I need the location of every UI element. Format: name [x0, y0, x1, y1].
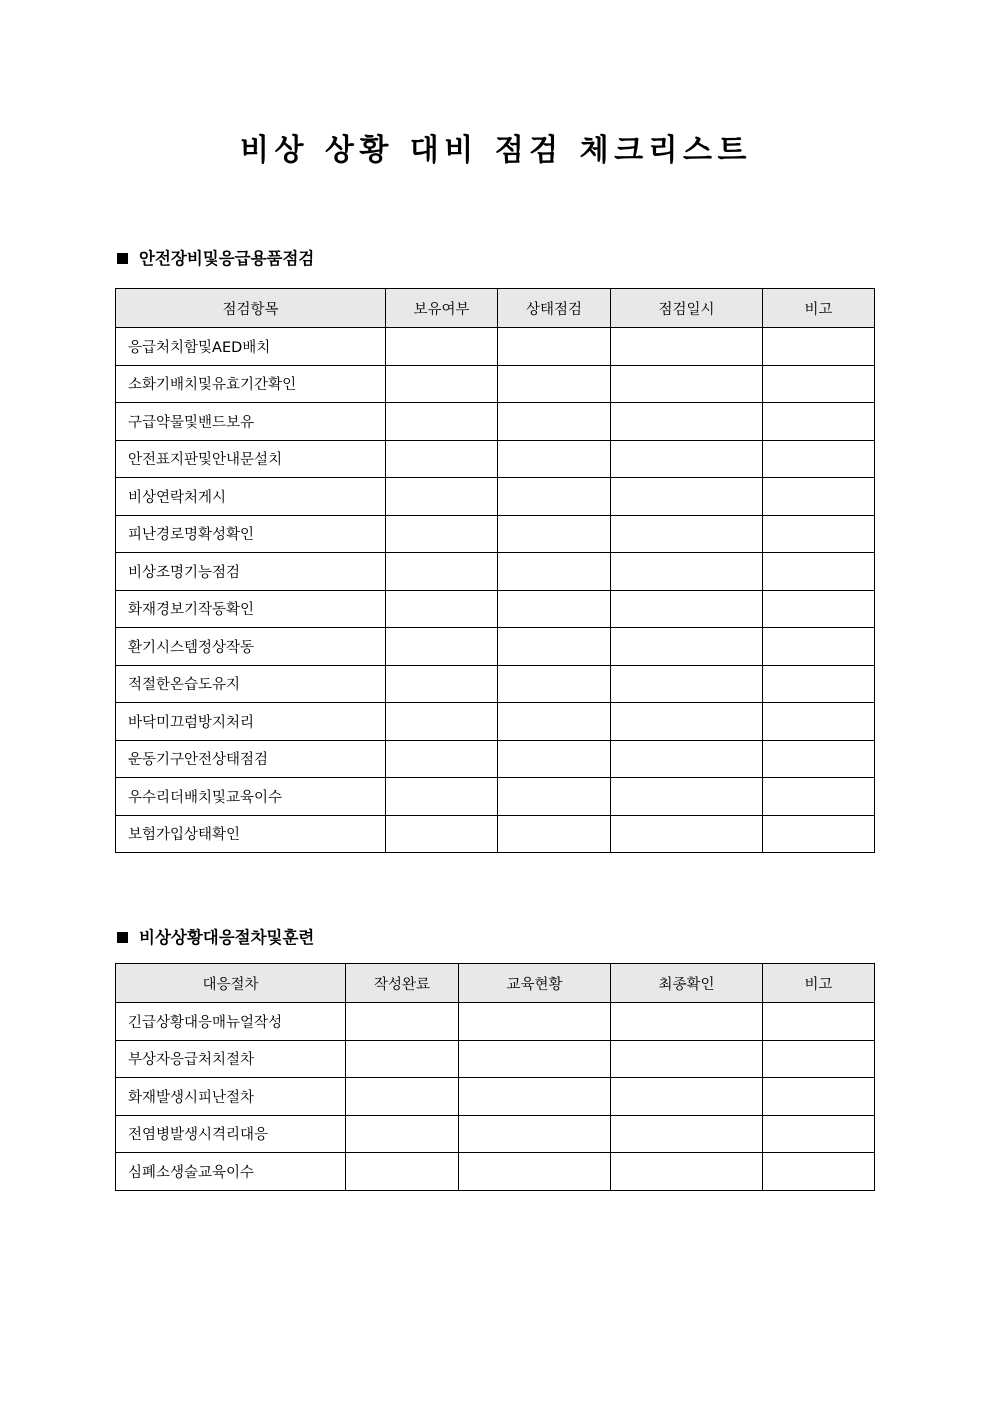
possession-field[interactable]	[386, 328, 498, 366]
safety-equipment-checklist-table	[115, 288, 875, 853]
table-row	[116, 778, 875, 816]
remarks-field[interactable]	[763, 665, 875, 703]
date-field[interactable]	[611, 815, 763, 853]
training-status-field[interactable]	[459, 1115, 611, 1153]
condition-field[interactable]	[498, 365, 611, 403]
checklist-item-label: 바닥미끄럼방지처리	[116, 703, 386, 741]
table-row	[116, 515, 875, 553]
procedure-item-label: 화재발생시피난절차	[116, 1078, 346, 1116]
condition-field[interactable]	[498, 815, 611, 853]
section-heading-safety-equipment	[117, 249, 314, 269]
emergency-response-checklist-table	[115, 963, 875, 1191]
checklist-item-label: 환기시스템정상작동	[116, 628, 386, 666]
possession-field[interactable]	[386, 665, 498, 703]
remarks-field[interactable]	[763, 403, 875, 441]
possession-field[interactable]	[386, 628, 498, 666]
completion-field[interactable]	[346, 1003, 459, 1041]
procedure-item-label: 긴급상황대응매뉴얼작성	[116, 1003, 346, 1041]
table-row	[116, 665, 875, 703]
completion-field[interactable]	[346, 1115, 459, 1153]
column-header-remarks: 비고	[763, 964, 875, 1003]
remarks-field[interactable]	[763, 440, 875, 478]
checklist-item-label: 안전표지판및안내문설치	[116, 440, 386, 478]
procedure-item-label: 전염병발생시격리대응	[116, 1115, 346, 1153]
table-row	[116, 440, 875, 478]
condition-field[interactable]	[498, 478, 611, 516]
possession-field[interactable]	[386, 778, 498, 816]
possession-field[interactable]	[386, 590, 498, 628]
checklist-item-label: 피난경로명확성확인	[116, 515, 386, 553]
section-heading-emergency-response	[117, 928, 314, 948]
condition-field[interactable]	[498, 778, 611, 816]
final-confirmation-field[interactable]	[611, 1153, 763, 1191]
column-header-condition: 상태점검	[498, 289, 611, 328]
remarks-field[interactable]	[763, 1003, 875, 1041]
condition-field[interactable]	[498, 403, 611, 441]
completion-field[interactable]	[346, 1040, 459, 1078]
section-heading-label: 안전장비및응급용품점검	[139, 249, 315, 268]
date-field[interactable]	[611, 478, 763, 516]
remarks-field[interactable]	[763, 815, 875, 853]
checklist-item-label: 화재경보기작동확인	[116, 590, 386, 628]
table-row	[116, 365, 875, 403]
column-header-possession: 보유여부	[386, 289, 498, 328]
completion-field[interactable]	[346, 1078, 459, 1116]
possession-field[interactable]	[386, 403, 498, 441]
condition-field[interactable]	[498, 628, 611, 666]
table-header-row	[116, 289, 875, 328]
remarks-field[interactable]	[763, 1040, 875, 1078]
possession-field[interactable]	[386, 703, 498, 741]
remarks-field[interactable]	[763, 1078, 875, 1116]
condition-field[interactable]	[498, 665, 611, 703]
remarks-field[interactable]	[763, 778, 875, 816]
checklist-item-label: 구급약물및밴드보유	[116, 403, 386, 441]
square-bullet-icon	[117, 253, 128, 264]
table-row	[116, 1078, 875, 1116]
possession-field[interactable]	[386, 515, 498, 553]
date-field[interactable]	[611, 403, 763, 441]
possession-field[interactable]	[386, 478, 498, 516]
date-field[interactable]	[611, 590, 763, 628]
column-header-training-status: 교육현황	[459, 964, 611, 1003]
remarks-field[interactable]	[763, 478, 875, 516]
checklist-item-label: 비상연락처게시	[116, 478, 386, 516]
table-row	[116, 1040, 875, 1078]
training-status-field[interactable]	[459, 1003, 611, 1041]
possession-field[interactable]	[386, 815, 498, 853]
date-field[interactable]	[611, 778, 763, 816]
remarks-field[interactable]	[763, 365, 875, 403]
column-header-remarks: 비고	[763, 289, 875, 328]
column-header-item: 점검항목	[116, 289, 386, 328]
column-header-procedure: 대응절차	[116, 964, 346, 1003]
table-row	[116, 590, 875, 628]
final-confirmation-field[interactable]	[611, 1040, 763, 1078]
date-field[interactable]	[611, 365, 763, 403]
table-row	[116, 628, 875, 666]
column-header-date: 점검일시	[611, 289, 763, 328]
remarks-field[interactable]	[763, 553, 875, 591]
remarks-field[interactable]	[763, 628, 875, 666]
checklist-item-label: 운동기구안전상태점검	[116, 740, 386, 778]
column-header-completion: 작성완료	[346, 964, 459, 1003]
remarks-field[interactable]	[763, 515, 875, 553]
condition-field[interactable]	[498, 590, 611, 628]
completion-field[interactable]	[346, 1153, 459, 1191]
possession-field[interactable]	[386, 440, 498, 478]
remarks-field[interactable]	[763, 1115, 875, 1153]
table-row	[116, 1153, 875, 1191]
date-field[interactable]	[611, 440, 763, 478]
table-row	[116, 740, 875, 778]
date-field[interactable]	[611, 328, 763, 366]
possession-field[interactable]	[386, 365, 498, 403]
table-row	[116, 328, 875, 366]
date-field[interactable]	[611, 665, 763, 703]
possession-field[interactable]	[386, 740, 498, 778]
table-row	[116, 1003, 875, 1041]
table-row	[116, 815, 875, 853]
condition-field[interactable]	[498, 440, 611, 478]
procedure-item-label: 부상자응급처치절차	[116, 1040, 346, 1078]
table-row	[116, 403, 875, 441]
training-status-field[interactable]	[459, 1153, 611, 1191]
column-header-final-confirmation: 최종확인	[611, 964, 763, 1003]
checklist-item-label: 적절한온습도유지	[116, 665, 386, 703]
condition-field[interactable]	[498, 553, 611, 591]
table-row	[116, 703, 875, 741]
checklist-item-label: 우수리더배치및교육이수	[116, 778, 386, 816]
date-field[interactable]	[611, 703, 763, 741]
checklist-item-label: 응급처치함및AED배치	[116, 328, 386, 366]
condition-field[interactable]	[498, 703, 611, 741]
square-bullet-icon	[117, 932, 128, 943]
final-confirmation-field[interactable]	[611, 1115, 763, 1153]
table-header-row	[116, 964, 875, 1003]
remarks-field[interactable]	[763, 740, 875, 778]
condition-field[interactable]	[498, 328, 611, 366]
table-row	[116, 1115, 875, 1153]
possession-field[interactable]	[386, 553, 498, 591]
checklist-item-label: 보험가입상태확인	[116, 815, 386, 853]
checklist-item-label: 비상조명기능점검	[116, 553, 386, 591]
remarks-field[interactable]	[763, 328, 875, 366]
training-status-field[interactable]	[459, 1078, 611, 1116]
remarks-field[interactable]	[763, 1153, 875, 1191]
condition-field[interactable]	[498, 515, 611, 553]
date-field[interactable]	[611, 553, 763, 591]
checklist-item-label: 소화기배치및유효기간확인	[116, 365, 386, 403]
date-field[interactable]	[611, 628, 763, 666]
condition-field[interactable]	[498, 740, 611, 778]
table-row	[116, 553, 875, 591]
remarks-field[interactable]	[763, 703, 875, 741]
section-heading-label: 비상상황대응절차및훈련	[139, 928, 315, 947]
page-title: 비상 상황 대비 점검 체크리스트	[239, 133, 753, 168]
date-field[interactable]	[611, 740, 763, 778]
remarks-field[interactable]	[763, 590, 875, 628]
final-confirmation-field[interactable]	[611, 1003, 763, 1041]
final-confirmation-field[interactable]	[611, 1078, 763, 1116]
procedure-item-label: 심폐소생술교육이수	[116, 1153, 346, 1191]
date-field[interactable]	[611, 515, 763, 553]
training-status-field[interactable]	[459, 1040, 611, 1078]
table-row	[116, 478, 875, 516]
